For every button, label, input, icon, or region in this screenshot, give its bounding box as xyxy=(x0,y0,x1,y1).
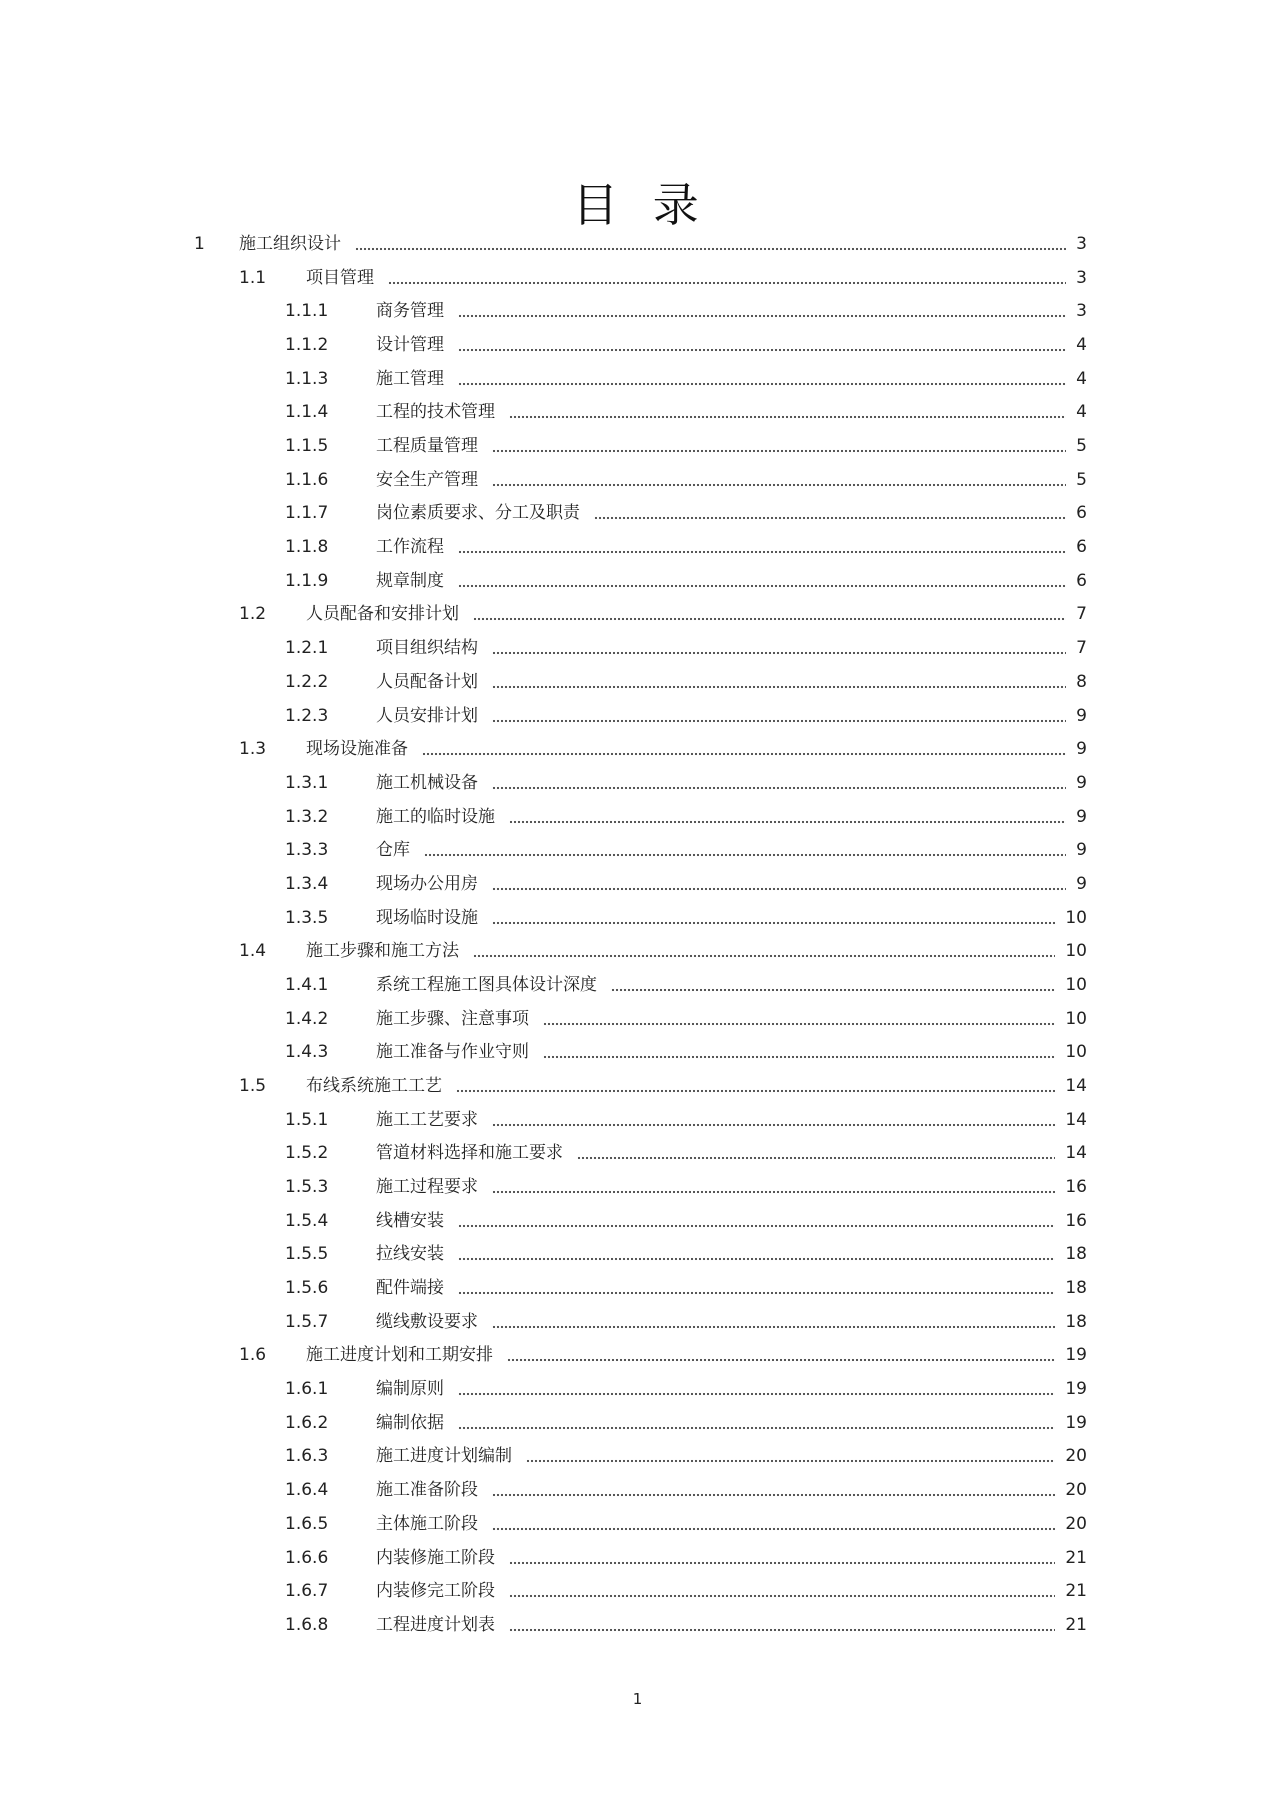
toc-entry-title: 施工管理 xyxy=(376,368,444,389)
toc-entry-title: 施工的临时设施 xyxy=(376,806,495,827)
toc-entry-line xyxy=(376,1276,1087,1300)
toc-entry-title: 主体施工阶段 xyxy=(376,1513,478,1534)
toc-entry-page: 21 xyxy=(1065,1547,1087,1568)
toc-entry xyxy=(0,1209,1275,1233)
toc-entry-page: 16 xyxy=(1065,1177,1087,1198)
toc-entry xyxy=(0,434,1275,458)
toc-entry xyxy=(0,569,1275,593)
dot-leader xyxy=(509,1613,1055,1637)
toc-entry-page: 19 xyxy=(1065,1412,1087,1433)
toc-entry-title: 编制原则 xyxy=(376,1379,444,1400)
toc-entry-page: 9 xyxy=(1076,739,1087,760)
toc-entry xyxy=(0,838,1275,862)
toc-entry xyxy=(0,1411,1275,1435)
toc-entry-number: 1.5.1 xyxy=(285,1109,329,1130)
toc-entry xyxy=(0,973,1275,997)
toc-entry-line xyxy=(306,1343,1087,1367)
toc-entry-line xyxy=(376,569,1087,593)
dot-leader xyxy=(458,367,1066,391)
toc-entry-number: 1.2.2 xyxy=(285,671,329,692)
toc-entry-title: 人员安排计划 xyxy=(376,705,478,726)
toc-entry xyxy=(0,1512,1275,1536)
toc-entry-number: 1.5.2 xyxy=(285,1143,329,1164)
dot-leader xyxy=(458,1209,1055,1233)
toc-entry-number: 1.1.6 xyxy=(285,469,329,490)
dot-leader xyxy=(509,1546,1055,1570)
toc-entry-line xyxy=(306,266,1087,290)
toc-entry-title: 仓库 xyxy=(376,840,410,861)
toc-entry-title: 现场办公用房 xyxy=(376,873,478,894)
dot-leader xyxy=(611,973,1055,997)
toc-entry xyxy=(0,737,1275,761)
toc-entry-line xyxy=(376,468,1087,492)
toc-entry-title: 缆线敷设要求 xyxy=(376,1311,478,1332)
toc-entry-title: 配件端接 xyxy=(376,1278,444,1299)
toc-entry-page: 18 xyxy=(1065,1244,1087,1265)
toc-entry xyxy=(0,704,1275,728)
toc-entry-page: 6 xyxy=(1076,503,1087,524)
toc-entry-title: 施工过程要求 xyxy=(376,1177,478,1198)
toc-entry xyxy=(0,636,1275,660)
toc-entry-number: 1.1 xyxy=(239,267,267,288)
dot-leader xyxy=(388,266,1066,290)
toc-entry-page: 10 xyxy=(1065,907,1087,928)
toc-entry-page: 9 xyxy=(1076,772,1087,793)
toc-entry-title: 施工组织设计 xyxy=(239,234,341,254)
toc-entry-page: 5 xyxy=(1076,436,1087,457)
toc-entry-number: 1.4.3 xyxy=(285,1042,329,1063)
toc-entry-page: 5 xyxy=(1076,469,1087,490)
toc-entry-page: 10 xyxy=(1065,1008,1087,1029)
toc-entry xyxy=(0,1108,1275,1132)
toc-entry-title: 人员配备和安排计划 xyxy=(306,604,459,625)
toc-entry-title: 工作流程 xyxy=(376,537,444,558)
toc-entry-number: 1.1.1 xyxy=(285,301,329,322)
toc-entry-line xyxy=(376,1512,1087,1536)
toc-entry xyxy=(0,906,1275,930)
toc-entry-page: 4 xyxy=(1076,402,1087,423)
toc-entry-page: 6 xyxy=(1076,537,1087,558)
toc-entry xyxy=(0,1074,1275,1098)
toc-entry xyxy=(0,232,1275,256)
toc-entry xyxy=(0,468,1275,492)
dot-leader xyxy=(458,569,1066,593)
toc-entry-title: 施工机械设备 xyxy=(376,772,478,793)
toc-entry-line xyxy=(376,1411,1087,1435)
toc-entry-number: 1.3.2 xyxy=(285,806,329,827)
dot-leader xyxy=(492,1175,1055,1199)
toc-entry-page: 10 xyxy=(1065,974,1087,995)
toc-entry-number: 1.1.2 xyxy=(285,335,329,356)
toc-entry-page: 14 xyxy=(1065,1076,1087,1096)
toc-entry-line xyxy=(376,1579,1087,1603)
toc-entry-line xyxy=(306,737,1087,761)
toc-entry xyxy=(0,1242,1275,1266)
toc-entry-number: 1.5.4 xyxy=(285,1210,329,1231)
toc-entry-number: 1.3.3 xyxy=(285,840,329,861)
toc-entry-page: 4 xyxy=(1076,368,1087,389)
toc-entry-title: 工程进度计划表 xyxy=(376,1614,495,1635)
toc-entry-number: 1.3.5 xyxy=(285,907,329,928)
toc-entry-title: 内装修完工阶段 xyxy=(376,1581,495,1602)
toc-entry-number: 1.4 xyxy=(239,941,267,962)
toc-entry-title: 施工准备与作业守则 xyxy=(376,1042,529,1063)
toc-entry-number: 1.2.1 xyxy=(285,638,329,659)
toc-entry-line xyxy=(376,906,1087,930)
dot-leader xyxy=(458,535,1066,559)
toc-entry-line xyxy=(376,670,1087,694)
toc-entry-page: 18 xyxy=(1065,1311,1087,1332)
toc-entry-line xyxy=(306,939,1087,963)
dot-leader xyxy=(458,1276,1055,1300)
toc-entry xyxy=(0,602,1275,626)
dot-leader xyxy=(507,1343,1055,1367)
toc-heading: 目 录 xyxy=(572,178,709,232)
toc-entry-page: 18 xyxy=(1065,1278,1087,1299)
toc-entry-page: 20 xyxy=(1065,1446,1087,1467)
toc-entry xyxy=(0,333,1275,357)
toc-entry xyxy=(0,535,1275,559)
dot-leader xyxy=(492,1478,1055,1502)
toc-entry xyxy=(0,1141,1275,1165)
toc-entry xyxy=(0,939,1275,963)
toc-entry-line xyxy=(376,973,1087,997)
toc-entry xyxy=(0,670,1275,694)
toc-entry-page: 14 xyxy=(1065,1109,1087,1130)
toc-entry-number: 1.6.7 xyxy=(285,1581,329,1602)
toc-entry-line xyxy=(376,636,1087,660)
toc-entry-title: 施工步骤和施工方法 xyxy=(306,941,459,962)
dot-leader xyxy=(492,468,1066,492)
toc-entry-line xyxy=(376,1209,1087,1233)
toc-entry-title: 线槽安装 xyxy=(376,1210,444,1231)
toc-entry-line xyxy=(376,367,1087,391)
toc-entry xyxy=(0,299,1275,323)
dot-leader xyxy=(458,299,1066,323)
toc-entry xyxy=(0,501,1275,525)
toc-entry-line xyxy=(376,299,1087,323)
toc-entry-number: 1.6.2 xyxy=(285,1412,329,1433)
toc-entry-number: 1.3.1 xyxy=(285,772,329,793)
toc-entry-page: 21 xyxy=(1065,1614,1087,1635)
dot-leader xyxy=(458,1411,1055,1435)
toc-entry-page: 3 xyxy=(1076,267,1087,288)
dot-leader xyxy=(492,1512,1055,1536)
toc-entry-line xyxy=(306,602,1087,626)
toc-entry-title: 项目管理 xyxy=(306,267,374,288)
toc-entry-number: 1.1.9 xyxy=(285,570,329,591)
dot-leader xyxy=(543,1040,1055,1064)
toc-entry-title: 项目组织结构 xyxy=(376,638,478,659)
toc-entry-line xyxy=(376,333,1087,357)
dot-leader xyxy=(492,1310,1055,1334)
dot-leader xyxy=(509,400,1066,424)
toc-entry-number: 1.6.4 xyxy=(285,1480,329,1501)
dot-leader xyxy=(458,333,1066,357)
toc-entry-number: 1.4.2 xyxy=(285,1008,329,1029)
toc-entry-line xyxy=(376,872,1087,896)
toc-entry-page: 7 xyxy=(1076,638,1087,659)
toc-entry-number: 1.5.5 xyxy=(285,1244,329,1265)
toc-entry-line xyxy=(376,1478,1087,1502)
toc-entry xyxy=(0,1613,1275,1637)
dot-leader xyxy=(526,1444,1055,1468)
toc-entry xyxy=(0,1377,1275,1401)
toc-entry-number: 1.6.5 xyxy=(285,1513,329,1534)
toc-entry xyxy=(0,1040,1275,1064)
toc-entry-line xyxy=(376,501,1087,525)
toc-entry-line xyxy=(376,535,1087,559)
toc-entry xyxy=(0,1175,1275,1199)
toc-entry-line xyxy=(376,400,1087,424)
toc-entry-number: 1.1.8 xyxy=(285,537,329,558)
toc-entry-title: 现场临时设施 xyxy=(376,907,478,928)
toc-entry-title: 布线系统施工工艺 xyxy=(306,1076,442,1096)
toc-entry-page: 9 xyxy=(1076,840,1087,861)
toc-entry xyxy=(0,400,1275,424)
toc-entry xyxy=(0,1276,1275,1300)
dot-leader xyxy=(594,501,1066,525)
toc-entry-page: 9 xyxy=(1076,873,1087,894)
toc-entry-number: 1.2 xyxy=(239,604,267,625)
toc-entry-line xyxy=(376,1377,1087,1401)
toc-entry-line xyxy=(376,771,1087,795)
toc-entry-number: 1.3 xyxy=(239,739,267,760)
toc-entry xyxy=(0,1310,1275,1334)
toc-entry xyxy=(0,1579,1275,1603)
dot-leader xyxy=(492,434,1066,458)
toc-entry-title: 岗位素质要求、分工及职责 xyxy=(376,503,580,524)
toc-entry-page: 20 xyxy=(1065,1480,1087,1501)
toc-entry-line xyxy=(376,805,1087,829)
toc-entry xyxy=(0,367,1275,391)
dot-leader xyxy=(456,1074,1055,1098)
toc-entry-title: 现场设施准备 xyxy=(306,739,408,760)
toc-entry-title: 商务管理 xyxy=(376,301,444,322)
dot-leader xyxy=(577,1141,1055,1165)
toc-entry xyxy=(0,1343,1275,1367)
toc-entry-title: 工程的技术管理 xyxy=(376,402,495,423)
toc-entry-number: 1.6 xyxy=(239,1345,267,1366)
toc-entry-number: 1.3.4 xyxy=(285,873,329,894)
toc-entry-line xyxy=(376,1310,1087,1334)
toc-entry-page: 9 xyxy=(1076,806,1087,827)
toc-entry-line xyxy=(376,704,1087,728)
toc-entry-number: 1.2.3 xyxy=(285,705,329,726)
dot-leader xyxy=(509,1579,1055,1603)
dot-leader xyxy=(492,771,1066,795)
toc-entry-title: 人员配备计划 xyxy=(376,671,478,692)
toc-entry-line xyxy=(376,1141,1087,1165)
dot-leader xyxy=(458,1377,1055,1401)
toc-entry-title: 施工进度计划编制 xyxy=(376,1446,512,1467)
dot-leader xyxy=(492,636,1066,660)
toc-entry-page: 8 xyxy=(1076,671,1087,692)
dot-leader xyxy=(473,602,1066,626)
toc-entry-title: 施工进度计划和工期安排 xyxy=(306,1345,493,1366)
dot-leader xyxy=(492,704,1066,728)
toc-entry xyxy=(0,805,1275,829)
toc-entry-line xyxy=(376,1242,1087,1266)
toc-entry-title: 系统工程施工图具体设计深度 xyxy=(376,974,597,995)
toc-entry-page: 10 xyxy=(1065,941,1087,962)
toc-entry-number: 1.6.1 xyxy=(285,1379,329,1400)
dot-leader xyxy=(492,670,1066,694)
toc-entry-page: 3 xyxy=(1076,301,1087,322)
toc-entry-line xyxy=(376,838,1087,862)
toc-entry-title: 管道材料选择和施工要求 xyxy=(376,1143,563,1164)
toc-entry-page: 21 xyxy=(1065,1581,1087,1602)
toc-entry xyxy=(0,771,1275,795)
toc-entry-page: 9 xyxy=(1076,705,1087,726)
dot-leader xyxy=(509,805,1066,829)
toc-entry-page: 14 xyxy=(1065,1143,1087,1164)
toc-entry-page: 19 xyxy=(1065,1345,1087,1366)
dot-leader xyxy=(492,872,1066,896)
toc-entry-page: 16 xyxy=(1065,1210,1087,1231)
toc-entry-number: 1.5 xyxy=(239,1076,267,1096)
toc-entry-line xyxy=(376,1175,1087,1199)
toc-entry-title: 编制依据 xyxy=(376,1412,444,1433)
toc-entry xyxy=(0,266,1275,290)
toc-entry-title: 设计管理 xyxy=(376,335,444,356)
toc-entry-title: 拉线安装 xyxy=(376,1244,444,1265)
toc-entry-number: 1.5.3 xyxy=(285,1177,329,1198)
toc-entry xyxy=(0,872,1275,896)
toc-entry xyxy=(0,1478,1275,1502)
toc-entry xyxy=(0,1546,1275,1570)
toc-entry-title: 内装修施工阶段 xyxy=(376,1547,495,1568)
toc-entry-title: 施工准备阶段 xyxy=(376,1480,478,1501)
toc-entry-line xyxy=(376,1546,1087,1570)
toc-entry-line xyxy=(376,1040,1087,1064)
toc-entry-number: 1 xyxy=(194,234,205,254)
toc-entry-page: 19 xyxy=(1065,1379,1087,1400)
toc-entry-number: 1.6.3 xyxy=(285,1446,329,1467)
toc-entry-line xyxy=(376,1108,1087,1132)
toc-entry-line xyxy=(376,434,1087,458)
dot-leader xyxy=(492,1108,1055,1132)
toc-entry-line xyxy=(306,1074,1087,1098)
toc-entry-number: 1.5.6 xyxy=(285,1278,329,1299)
toc-entry-number: 1.6.8 xyxy=(285,1614,329,1635)
dot-leader xyxy=(492,906,1055,930)
toc-entry-line xyxy=(376,1007,1087,1031)
dot-leader xyxy=(458,1242,1055,1266)
toc-entry-title: 安全生产管理 xyxy=(376,469,478,490)
dot-leader xyxy=(422,737,1066,761)
toc-entry-number: 1.6.6 xyxy=(285,1547,329,1568)
toc-entry-line xyxy=(376,1444,1087,1468)
page-number: 1 xyxy=(632,1690,643,1708)
toc-entry-number: 1.1.7 xyxy=(285,503,329,524)
dot-leader xyxy=(355,232,1066,256)
toc-entry-line xyxy=(239,232,1087,256)
toc-entry-number: 1.1.3 xyxy=(285,368,329,389)
toc-entry-title: 规章制度 xyxy=(376,570,444,591)
toc-entry-page: 10 xyxy=(1065,1042,1087,1063)
toc-entry-page: 7 xyxy=(1076,604,1087,625)
toc-entry-number: 1.1.5 xyxy=(285,436,329,457)
toc-entry-page: 3 xyxy=(1076,234,1087,254)
toc-entry-page: 4 xyxy=(1076,335,1087,356)
toc-entry-number: 1.4.1 xyxy=(285,974,329,995)
toc-entry-title: 施工工艺要求 xyxy=(376,1109,478,1130)
toc-entry-title: 工程质量管理 xyxy=(376,436,478,457)
toc-entry-page: 20 xyxy=(1065,1513,1087,1534)
dot-leader xyxy=(543,1007,1055,1031)
toc-entry xyxy=(0,1444,1275,1468)
toc-entry-number: 1.5.7 xyxy=(285,1311,329,1332)
toc-entry-title: 施工步骤、注意事项 xyxy=(376,1008,529,1029)
dot-leader xyxy=(424,838,1066,862)
dot-leader xyxy=(473,939,1055,963)
toc-entry-line xyxy=(376,1613,1087,1637)
toc-entry-number: 1.1.4 xyxy=(285,402,329,423)
toc-entry-page: 6 xyxy=(1076,570,1087,591)
toc-entry xyxy=(0,1007,1275,1031)
